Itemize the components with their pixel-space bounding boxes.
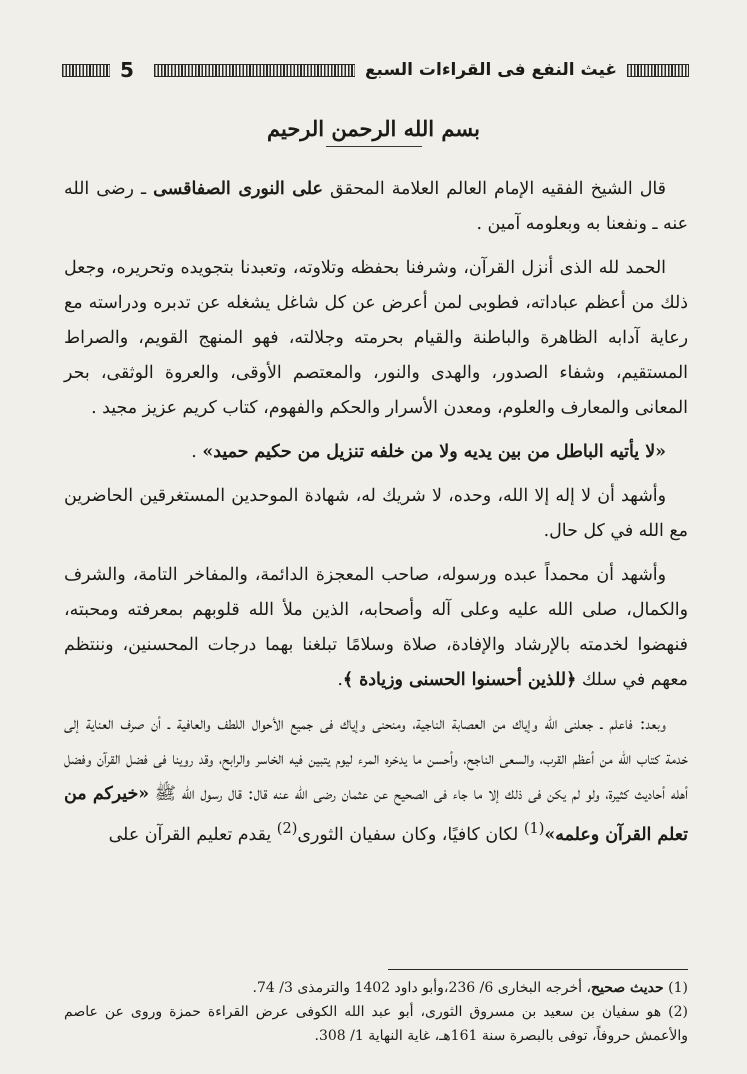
prophet-tail: . (337, 670, 343, 690)
praise-paragraph: الحمد لله الذى أنزل القرآن، وشرفنا بحفظه وتلاوته، وتعبدنا بتجويده وتحريره، وجعل ذلك من أعظم عباداته، فطوبى لمن أعرض عن كل شاغل يشغله عن تدبره ودراسته مع رعاية آدابه الظاهرة والباطنة والقيام بحرمته وجلالته، فهو المنهج القويم، والصراط المستقيم، وشفاء الصدور، والهدى والنور، والمعتصم الأوقى، والعروة الوثقى، بحر المعانى والمعارف والعلوم، ومعدن الأسرار والحكم والفهوم، كتاب كريم عزيز مجيد . (64, 258, 688, 418)
footnote-ref-2: (2) (276, 821, 298, 837)
quran-verse: «لا يأتيه الباطل من بين يديه ولا من خلفه تنزيل من حكيم حميد» (202, 442, 666, 462)
quran-verse-2: ﴿للذين أحسنوا الحسنى وزيادة ﴾ (342, 670, 577, 690)
footnote-1-text: ، أخرجه البخارى 6/ 236،وأبو داود 1402 والترمذى 3/ 74. (252, 980, 591, 996)
basmala-calligraphy: بسم الله الرحمن الرحيم (267, 116, 480, 141)
footnote-1-number: (1) (663, 980, 688, 996)
running-title: غيث النفع فى القراءات السبع (364, 59, 617, 80)
body-text-3: يقدم تعليم القرآن على (108, 824, 277, 845)
verse-paragraph (64, 435, 688, 470)
basmala-underline (326, 146, 422, 147)
body-text: وبعد: فاعلم ـ جعلنى الله وإياك من العصابة الناجية، ومنحنى وإياك فى جميع الأحوال اللطف والعافية ـ أن صرف العناية إلى خدمة كتاب الله من أعظم القرب، والسعى الناجح، وأحسن ما يدخره المرء ليوم يتبين فيه الخاسر والرابح، وقد روينا فى فضل القرآن وفضل أهله أحاديث كثيرة، ولو لم يكن فى ذلك إلا ما جاء فى الصحيح عن عثمان رضى الله عنه قال: قال رسول الله ﷺ (64, 714, 688, 804)
footnote-2-number: (2) (661, 1004, 688, 1020)
intro-paragraph (64, 172, 688, 242)
prophet-paragraph (64, 558, 688, 698)
prophet-text: وأشهد أن محمداً عبده ورسوله، صاحب المعجزة الدائمة، والمفاخر التامة، والشرف والكمال، صلى الله عليه وعلى آله وأصحابه، الذين ملأ الله قلوبهم بمعرفته ومحبته، فنهضوا لخدمته بالإرشاد والإفادة، صلاة وسلامًا تبلغنا بهما درجات المحسنين، وننتظم معهم في سلك (64, 565, 688, 690)
page-number: 5 (120, 58, 134, 82)
verse-tail: . (191, 442, 203, 462)
body-paragraph (64, 707, 688, 853)
header-ornament-left (62, 64, 110, 77)
footnote-1-label: حديث صحيح (590, 980, 664, 996)
intro-text-end: ـ رضى الله عنه ـ ونفعنا به وبعلومه آمين . (64, 179, 688, 234)
intro-text: قال الشيخ الفقيه الإمام العالم العلامة المحقق (322, 179, 666, 199)
header-ornament-right (627, 64, 689, 77)
page-header (62, 56, 689, 84)
body-text-2: لكان كافيًا، وكان سفيان الثورى (297, 824, 524, 845)
shahada-paragraph: وأشهد أن لا إله إلا الله، وحده، لا شريك له، شهادة الموحدين المستغرقين الحاضرين مع الله في كل حال. (64, 486, 688, 541)
header-ornament-middle (154, 64, 355, 77)
hadith-quote: «خيركم من تعلم القرآن وعلمه» (64, 784, 688, 845)
footnote-separator (388, 969, 688, 970)
footnote-ref-1: (1) (523, 821, 545, 837)
footnote-1 (64, 976, 688, 1000)
footnote-2-text: هو سفيان بن سعيد بن مسروق الثورى، أبو عبد الله الكوفى عرض القراءة حمزة وروى عن عاصم والأعمش حروفاً، توفى بالبصرة سنة 161هـ، غاية النهاية 1/ 308. (64, 1004, 688, 1044)
author-name: على النورى الصفاقسى (153, 179, 323, 199)
footnotes (64, 976, 688, 1048)
footnote-2 (64, 1000, 688, 1048)
main-text (64, 172, 688, 853)
